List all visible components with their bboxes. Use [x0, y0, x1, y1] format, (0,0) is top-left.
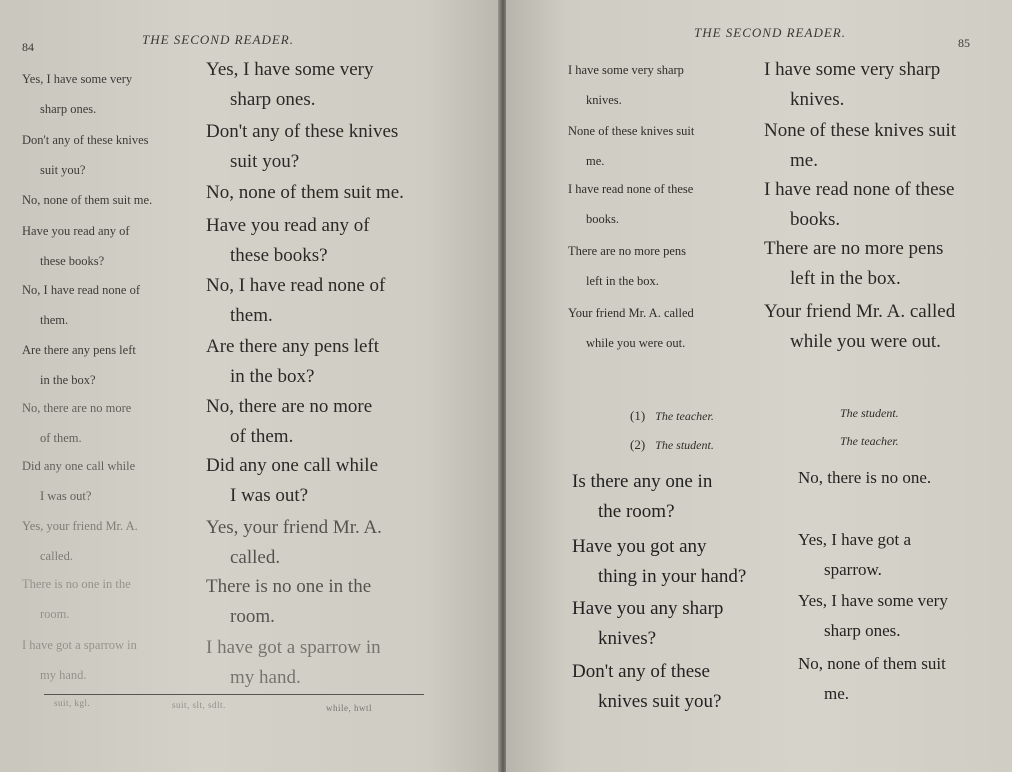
left-small-row-1: Don't any of these knives suit you? [22, 133, 149, 177]
left-small-row-4: No, I have read none of them. [22, 283, 141, 327]
footnote-c: while, hwtl [326, 703, 372, 713]
legend-left-1: The teacher. [655, 409, 714, 423]
right-small-row-4: Your friend Mr. A. called while you were out. [568, 306, 694, 350]
footnote-rule [44, 694, 424, 695]
left-small-row-9: There is no one in the room. [22, 577, 131, 621]
legend-left-2: The student. [655, 438, 714, 452]
dialogue-question-2: Have you any sharp knives? [572, 598, 724, 649]
left-big-row-10: I have got a sparrow in my hand. [206, 637, 381, 688]
right-small-row-0: I have some very sharp knives. [568, 63, 684, 107]
right-big-row-4: Your friend Mr. A. called while you were out. [764, 301, 956, 352]
left-big-row-6: No, there are no more of them. [206, 396, 373, 447]
left-big-row-0: Yes, I have some very sharp ones. [206, 59, 374, 110]
left-small-row-10: I have got a sparrow in my hand. [22, 638, 137, 682]
legend-right-1: The student. [840, 406, 899, 420]
left-big-row-2: No, none of them suit me. [206, 182, 404, 203]
left-small-row-0: Yes, I have some very sharp ones. [22, 72, 133, 116]
left-big-row-4: No, I have read none of them. [206, 275, 386, 326]
dialogue-question-3: Don't any of these knives suit you? [572, 661, 722, 712]
left-big-row-7: Did any one call while I was out? [206, 455, 379, 506]
right-small-row-3: There are no more pens left in the box. [568, 244, 686, 288]
page-number-right: 85 [958, 36, 970, 50]
left-big-row-8: Yes, your friend Mr. A. called. [206, 517, 382, 568]
left-big-row-9: There is no one in the room. [206, 576, 372, 627]
dialogue-question-0: Is there any one in the room? [572, 471, 713, 522]
dialogue-answer-0: No, there is no one. [798, 468, 932, 487]
right-big-row-2: I have read none of these books. [764, 179, 955, 230]
dialogue-answer-3: No, none of them suit me. [798, 654, 946, 703]
legend-right-2: The teacher. [840, 434, 899, 448]
legend-number-2: (2) [630, 437, 646, 452]
dialogue-answer-1: Yes, I have got a sparrow. [798, 530, 912, 579]
left-big-row-3: Have you read any of these books? [206, 215, 370, 266]
page-number-left: 84 [22, 40, 34, 54]
left-small-row-3: Have you read any of these books? [22, 224, 130, 268]
left-small-row-8: Yes, your friend Mr. A. called. [22, 519, 138, 563]
left-page [0, 0, 502, 772]
right-small-row-1: None of these knives suit me. [568, 124, 695, 168]
dialogue-question-1: Have you got any thing in your hand? [572, 536, 747, 587]
dialogue-answer-2: Yes, I have some very sharp ones. [798, 591, 948, 640]
right-small-row-2: I have read none of these books. [568, 182, 694, 226]
legend-row-2 [630, 437, 714, 453]
footnote-b: suit, slt, sdlt. [172, 700, 226, 710]
legend-number-1: (1) [630, 408, 646, 423]
left-small-row-7: Did any one call while I was out? [22, 459, 136, 503]
legend-row-1 [630, 408, 714, 424]
right-big-row-1: None of these knives suit me. [764, 120, 957, 171]
running-head-right: THE SECOND READER. [694, 25, 846, 40]
left-big-row-1: Don't any of these knives suit you? [206, 121, 399, 172]
left-small-row-6: No, there are no more of them. [22, 401, 132, 445]
right-big-row-3: There are no more pens left in the box. [764, 238, 944, 289]
left-small-row-5: Are there any pens left in the box? [22, 343, 136, 387]
running-head-left: THE SECOND READER. [142, 32, 294, 47]
right-big-row-0: I have some very sharp knives. [764, 59, 941, 110]
left-small-row-2: No, none of them suit me. [22, 193, 153, 207]
left-big-row-5: Are there any pens left in the box? [206, 336, 380, 387]
footnote-a: suit, kgl. [54, 698, 91, 708]
